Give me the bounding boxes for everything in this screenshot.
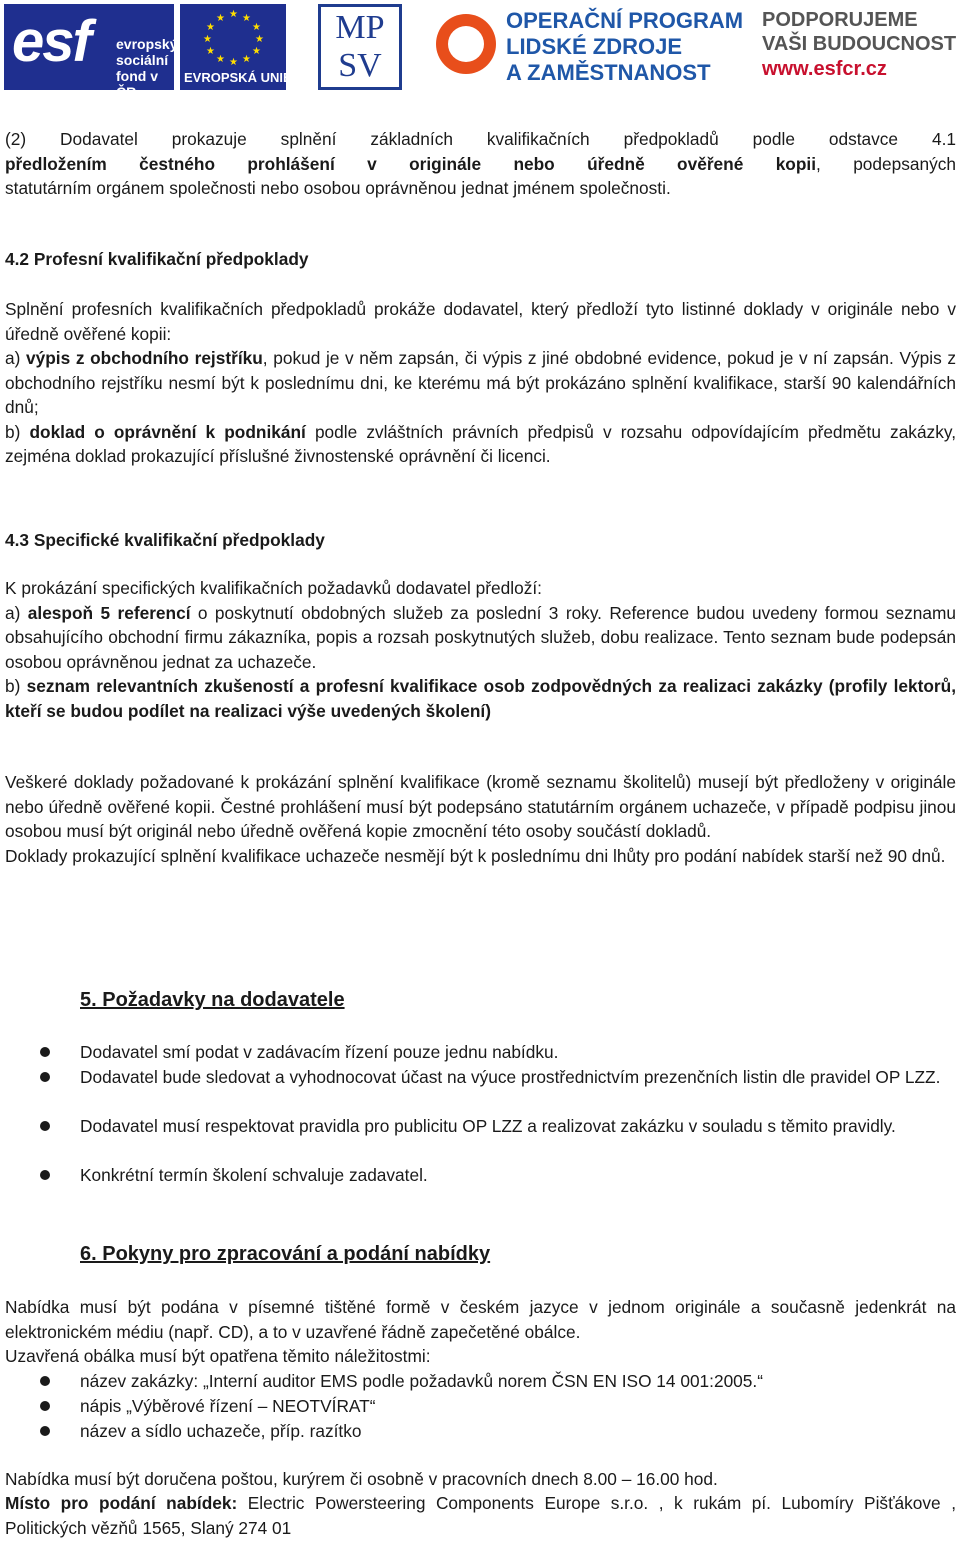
bullet-icon	[40, 1121, 50, 1131]
section-4-3-item-a	[5, 601, 956, 675]
eu-star-icon: ★	[242, 13, 251, 24]
mpsv-logo-line: SV	[338, 47, 382, 84]
section-6-paragraph-1: Nabídka musí být podána v písemné tištěné formě v českém jazyce v jednom originále a současně jedenkrát na elektronickém médiu (např. CD), a to v uzavřené řádně zapečetěné obálce.	[5, 1297, 956, 1342]
section-6-item: název zakázky: „Interní auditor EMS podle požadavků norem ČSN EN ISO 14 001:2005.“	[80, 1371, 763, 1391]
section-6-heading: 6. Pokyny pro zpracování a podání nabídky	[80, 1243, 491, 1265]
section-4-3-item-b	[5, 674, 956, 723]
item-bold: výpis z obchodního rejstříku	[26, 348, 263, 368]
eu-star-icon: ★	[255, 34, 264, 45]
section-5-item: Dodavatel musí respektovat pravidla pro publicitu OP LZZ a realizovat zakázku v souladu s těmito pravidly.	[80, 1116, 896, 1136]
bullet-icon	[40, 1047, 50, 1057]
bullet-icon	[40, 1072, 50, 1082]
section-6-paragraph-3: Nabídka musí být doručena poštou, kurýrem či osobně v pracovních dnech 8.00 – 16.00 hod.	[5, 1469, 718, 1489]
bullet-icon	[40, 1376, 50, 1386]
paragraph-2-line2	[5, 152, 956, 177]
bullet-icon	[40, 1170, 50, 1180]
item-rest: podle zvláštních právních předpisů v rozsahu odpovídajícím předmětu zakázky, zejména doklad prokazující příslušné živnostenské oprávnění či licenci.	[5, 421, 956, 466]
documents-paragraph-2: Doklady prokazující splnění kvalifikace uchazeče nesmějí být k poslednímu dni lhůty pro podání nabídek starší než 90 dnů.	[5, 845, 946, 866]
item-prefix: a)	[5, 602, 28, 623]
eu-star-icon: ★	[216, 13, 225, 24]
submission-place-value: Electric Powersteering Components Europe s.r.o. , k rukám pí. Lubomíry Pišťákove , Politických vězňů 1565, Slaný 274 01	[5, 1493, 956, 1538]
section-4-2-body	[5, 297, 956, 469]
item-bold: doklad o oprávnění k podnikání	[29, 421, 306, 442]
paragraph-2	[5, 127, 956, 201]
op-logo-icon	[436, 14, 496, 74]
section-5-item: Konkrétní termín školení schvaluje zadavatel.	[80, 1165, 428, 1185]
eu-star-icon: ★	[203, 34, 212, 45]
esf-logo	[4, 4, 178, 100]
documents-paragraph	[5, 770, 956, 868]
op-logo-line: LIDSKÉ ZDROJE	[506, 34, 683, 59]
eu-star-icon: ★	[252, 22, 261, 33]
section-4-3-heading	[5, 528, 956, 553]
header-logo-bar	[0, 0, 960, 100]
section-4-3-body	[5, 576, 956, 723]
eu-logo-label: EVROPSKÁ UNIE	[184, 70, 292, 85]
eu-logo	[180, 4, 292, 90]
item-prefix: b)	[5, 676, 27, 696]
eu-star-icon: ★	[206, 22, 215, 33]
mpsv-logo	[318, 4, 402, 90]
item-rest: , pokud je v něm zapsán, či výpis z jiné obdobné evidence, pokud je v ní zapsán. Výpis z obchodního rejstříku nesmí být k poslednímu dni, ke kterému má být prokázáno splnění kvalifikace, starší 90 kalendářních dnů;	[5, 348, 956, 417]
item-rest: o poskytnutí obdobných služeb za poslední 3 roky. Reference budou uvedeny formou seznamu obsahujícího obchodní firmu zákazníka, popis a rozsah poskytnutých služeb, dobu realizace. Tento seznam bude podepsán osobou oprávněnou jednat za uchazeče.	[5, 602, 957, 672]
section-6-paragraph-2: Uzavřená obálka musí být opatřena těmito náležitostmi:	[5, 1346, 431, 1366]
section-5-item: Dodavatel smí podat v zadávacím řízení pouze jednu nabídku.	[80, 1042, 559, 1062]
section-4-2-intro: Splnění profesních kvalifikačních předpokladů prokáže dodavatel, který předloží tyto listinné doklady v originále nebo v úředně ověřené kopii:	[5, 299, 956, 344]
eu-star-icon: ★	[229, 9, 238, 20]
item-prefix: a)	[5, 348, 26, 368]
eu-star-icon: ★	[216, 54, 225, 65]
paragraph-2-bold: předložením čestného prohlášení v originále nebo úředně ověřené kopii	[5, 153, 817, 174]
podporujeme-logo	[762, 8, 958, 92]
section-4-3-intro: K prokázání specifických kvalifikačních požadavků dodavatel předloží:	[5, 578, 542, 598]
paragraph-2-line3: statutárním orgánem společnosti nebo osobou oprávněnou jednat jménem společnosti.	[5, 178, 671, 198]
section-4-2-heading-text: 4.2 Profesní kvalifikační předpoklady	[5, 249, 309, 269]
op-logo-line: A ZAMĚSTNANOST	[506, 60, 711, 85]
bullet-icon	[40, 1401, 50, 1411]
section-4-2-heading	[5, 247, 956, 272]
eu-star-icon: ★	[206, 46, 215, 57]
section-6-item: nápis „Výběrové řízení – NEOTVÍRAT“	[80, 1396, 376, 1416]
section-6-paragraph-4	[5, 1491, 956, 1540]
eu-star-icon: ★	[229, 57, 238, 68]
esf-logo-subtitle	[116, 36, 176, 100]
op-logo-line: OPERAČNÍ PROGRAM	[506, 8, 744, 33]
eu-star-icon: ★	[242, 54, 251, 65]
submission-place-label: Místo pro podání nabídek:	[5, 1493, 238, 1513]
esf-sub-line: sociální	[116, 52, 169, 68]
op-lzz-logo	[506, 8, 746, 92]
esf-logo-text: esf	[12, 9, 90, 74]
paragraph-2-rest: , podepsaných	[816, 153, 956, 174]
item-bold: alespoň 5 referencí	[27, 602, 191, 623]
section-4-3-heading-text: 4.3 Specifické kvalifikační předpoklady	[5, 530, 325, 550]
section-5-heading: 5. Požadavky na dodavatele	[80, 989, 345, 1011]
esf-sub-line: evropský	[116, 36, 178, 52]
item-bold: seznam relevantních zkušeností a profesní kvalifikace osob zodpovědných za realizaci zakázky (profily lektorů, kteří se budou podílet na realizaci výše uvedených školení)	[5, 676, 956, 721]
esf-sub-line: fond v ČR	[116, 68, 158, 100]
eu-flag-icon	[192, 8, 276, 68]
item-prefix: b)	[5, 421, 30, 442]
pod-logo-line: PODPORUJEME	[762, 9, 918, 31]
op-logo-icon-inner	[448, 26, 484, 62]
section-4-2-item-b	[5, 420, 956, 469]
bullet-icon	[40, 1426, 50, 1436]
mpsv-logo-line: MP	[335, 9, 385, 46]
documents-paragraph-1: Veškeré doklady požadované k prokázání splnění kvalifikace (kromě seznamu školitelů) musejí být předloženy v originále nebo úředně ověřené kopii. Čestné prohlášení musí být podepsáno statutárním orgánem uchazeče, v případě podpisu jinou osobou musí být originál nebo úředně ověřená kopie zmocnění této osoby součástí dokladů.	[5, 772, 956, 841]
section-4-2-item-a	[5, 346, 956, 420]
eu-star-icon: ★	[252, 46, 261, 57]
pod-logo-line: VAŠI BUDOUCNOST	[762, 33, 957, 55]
section-5-item: Dodavatel bude sledovat a vyhodnocovat účast na výuce prostřednictvím prezenčních listin dle pravidel OP LZZ.	[80, 1067, 941, 1087]
section-6-item: název a sídlo uchazeče, příp. razítko	[80, 1421, 362, 1441]
paragraph-2-line1: (2) Dodavatel prokazuje splnění základních kvalifikačních předpokladů podle odstavce 4.1	[5, 129, 956, 149]
esfcr-url-link[interactable]: www.esfcr.cz	[762, 58, 887, 80]
